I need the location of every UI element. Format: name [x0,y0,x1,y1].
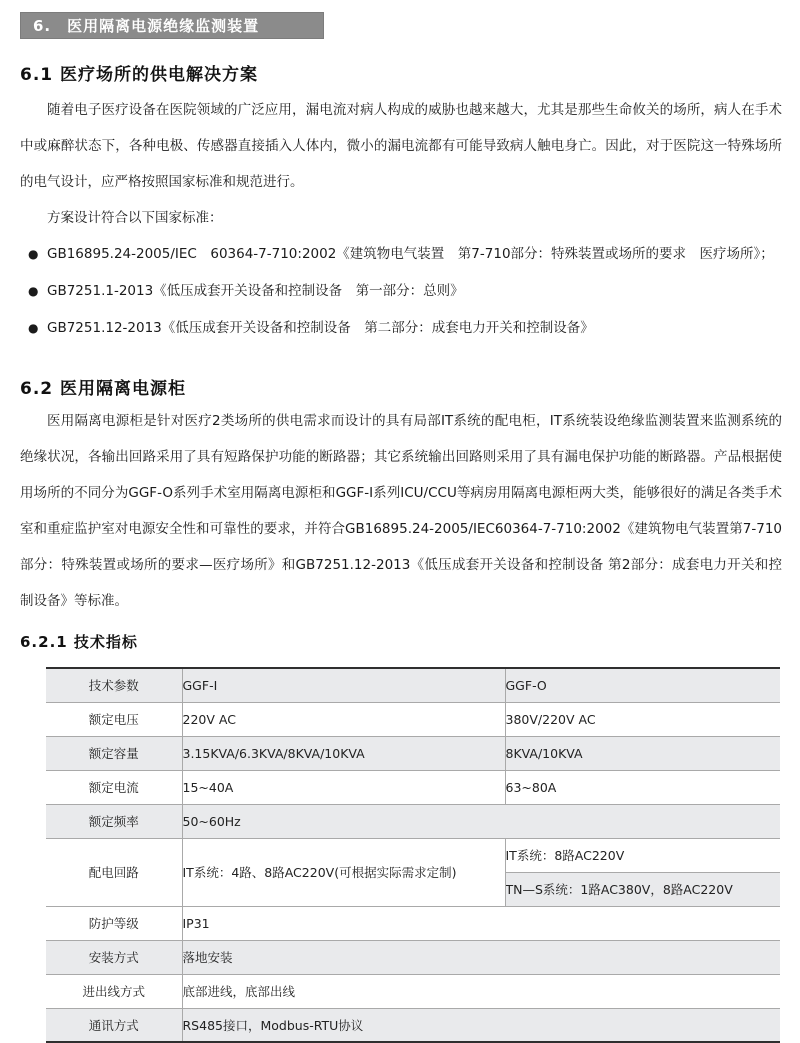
section-6-1-paragraph: 随着电子医疗设备在医院领域的广泛应用，漏电流对病人构成的威胁也越来越大，尤其是那些生命攸关的场所，病人在手术中或麻醉状态下，各种电极、传感器直接插入人体内，微小的漏电流都有可能导致病人触电身亡。因此，对于医院这一特殊场所的电气设计，应严格按照国家标准和规范进行。 [20,102,782,190]
standards-intro: 方案设计符合以下国家标准： [47,210,223,226]
bullet-icon: ● [28,247,39,261]
row-label: 额定电流 [46,770,182,804]
standard-text: GB7251.1-2013《低压成套开关设备和控制设备 第一部分：总则》 [47,283,464,299]
chapter-number: 6. [33,16,52,35]
bullet-icon: ● [28,284,39,298]
table-row [46,770,780,804]
list-item [20,236,782,273]
cell-ggfo-it: IT系统：8路AC220V [505,838,780,872]
cell-ggfo: 8KVA/10KVA [505,736,780,770]
row-label: 防护等级 [46,906,182,940]
section-heading-6-2: 6.2 医用隔离电源柜 [20,379,187,399]
standard-text: GB7251.12-2013《低压成套开关设备和控制设备 第二部分：成套电力开关和控制设备》 [47,320,594,336]
standard-text: GB16895.24-2005/IEC 60364-7-710:2002《建筑物电气装置 第7-710部分：特殊装置或场所的要求 医疗场所》； [47,246,774,262]
cell-ggfo: 63~80A [505,770,780,804]
cell-span-value: RS485接口，Modbus-RTU协议 [182,1008,780,1042]
section-heading-6-1: 6.1 医疗场所的供电解决方案 [20,65,259,85]
cell-ggfi: 220V AC [182,702,505,736]
table-row [46,804,780,838]
chapter-banner [20,12,324,39]
list-item [20,310,782,347]
table-row [46,702,780,736]
table-row [46,1008,780,1042]
cell-ggfo-tns: TN—S系统：1路AC380V，8路AC220V [505,872,780,906]
table-row [46,940,780,974]
spec-table [46,667,780,1043]
cell-ggfo: 380V/220V AC [505,702,780,736]
row-label: 额定频率 [46,804,182,838]
standards-list [20,236,782,347]
row-label: 安装方式 [46,940,182,974]
table-row [46,974,780,1008]
header-ggfi: GGF-I [182,668,505,702]
table-row [46,906,780,940]
section-heading-6-2-1: 6.2.1 技术指标 [20,633,138,651]
chapter-title: 医用隔离电源绝缘监测装置 [67,17,260,35]
header-param: 技术参数 [46,668,182,702]
row-label: 进出线方式 [46,974,182,1008]
row-label: 通讯方式 [46,1008,182,1042]
cell-ggfi: 15~40A [182,770,505,804]
row-label: 额定容量 [46,736,182,770]
cell-ggfi: 3.15KVA/6.3KVA/8KVA/10KVA [182,736,505,770]
bullet-icon: ● [28,321,39,335]
table-header-row [46,668,780,702]
section-6-2-paragraph: 医用隔离电源柜是针对医疗2类场所的供电需求而设计的具有局部IT系统的配电柜，IT系统装设绝缘监测装置来监测系统的绝缘状况，各输出回路采用了具有短路保护功能的断路器；其它系统输出回路则采用了具有漏电保护功能的断路器。产品根据使用场所的不同分为GGF-O系列手术室用隔离电源柜和GGF-I系列ICU/CCU等病房用隔离电源柜两大类，能够很好的满足各类手术室和重症监护室对电源安全性和可靠性的要求，并符合GB16895.24-2005/IEC60364-7-710:2002《建筑物电气装置第7-710部分：特殊装置或场所的要求—医疗场所》和GB7251.12-2013《低压成套开关设备和控制设备 第2部分：成套电力开关和控制设备》等标准。 [20,413,782,609]
cell-span-value: IP31 [182,906,780,940]
row-label: 额定电压 [46,702,182,736]
cell-span-value: 底部进线，底部出线 [182,974,780,1008]
table-row [46,736,780,770]
table-row [46,838,780,872]
header-ggfo: GGF-O [505,668,780,702]
cell-ggfi: IT系统：4路、8路AC220V(可根据实际需求定制) [182,838,505,906]
cell-span-value: 50~60Hz [182,804,780,838]
row-label: 配电回路 [46,838,182,906]
list-item [20,273,782,310]
cell-span-value: 落地安装 [182,940,780,974]
